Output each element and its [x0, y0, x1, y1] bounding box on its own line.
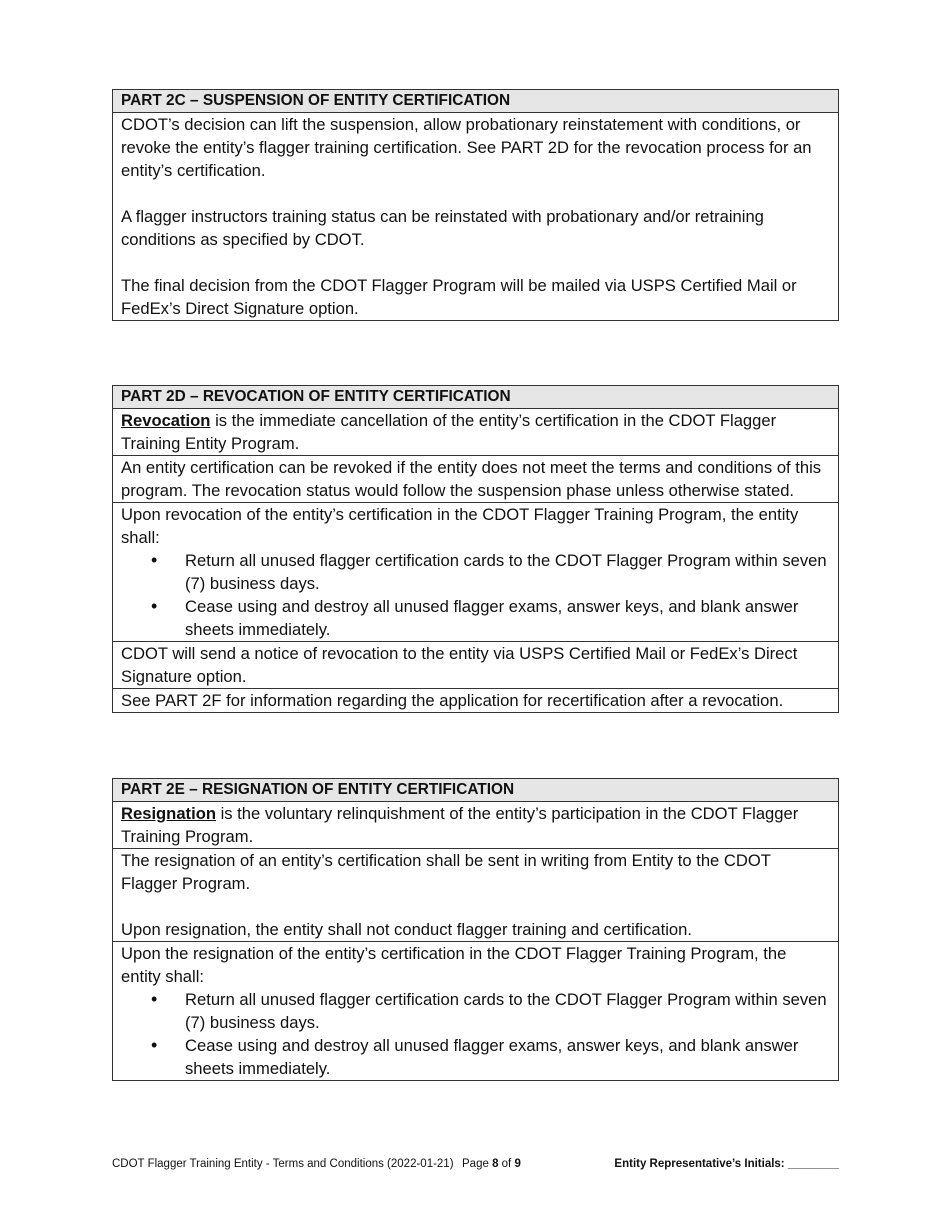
- page-word: Page: [462, 1158, 493, 1170]
- part-2c-heading: PART 2C – SUSPENSION OF ENTITY CERTIFICATION: [113, 90, 839, 113]
- part-2c-paragraph: CDOT’s decision can lift the suspension, allow probationary reinstatement with conditions, or revoke the entity’s flagger training certification. See PART 2D for the revocation process for an entity’s certification.: [121, 115, 812, 180]
- part-2d-heading: PART 2D – REVOCATION OF ENTITY CERTIFICATION: [113, 386, 839, 409]
- part-2e-writing: [113, 849, 839, 942]
- total-pages: 9: [514, 1158, 521, 1170]
- part-2c-body: [113, 113, 839, 321]
- page-number: [462, 1158, 521, 1170]
- resignation-definition-text: is the voluntary relinquishment of the entity’s participation in the CDOT Flagger Training Program.: [121, 804, 799, 846]
- resignation-term: Resignation: [121, 804, 216, 823]
- part-2e-obligations: [113, 942, 839, 1081]
- revocation-term: Revocation: [121, 411, 211, 430]
- initials-field[interactable]: Entity Representative’s Initials: ________: [614, 1158, 839, 1170]
- part-2d-table: [112, 385, 839, 713]
- part-2e-writing-text: The resignation of an entity’s certification shall be sent in writing from Entity to the CDOT Flagger Program.: [121, 851, 771, 893]
- footer-document-title: CDOT Flagger Training Entity - Terms and Conditions (2022-01-21): [112, 1158, 454, 1170]
- list-item: • Cease using and destroy all unused flagger exams, answer keys, and blank answer sheets immediately.: [185, 1034, 830, 1080]
- current-page: 8: [492, 1158, 499, 1170]
- list-item: • Return all unused flagger certification cards to the CDOT Flagger Program within seven (7) business days.: [185, 988, 830, 1034]
- part-2d-obligations-intro: Upon revocation of the entity’s certification in the CDOT Flagger Training Program, the entity shall:: [121, 505, 799, 547]
- part-2e-definition: [113, 802, 839, 849]
- part-2d-obligations: [113, 503, 839, 642]
- part-2d-condition: An entity certification can be revoked if the entity does not meet the terms and conditions of this program. The revocation status would follow the suspension phase unless otherwise stated.: [113, 456, 839, 503]
- part-2e-no-training-text: Upon resignation, the entity shall not conduct flagger training and certification.: [121, 920, 692, 939]
- part-2d-notice: CDOT will send a notice of revocation to the entity via USPS Certified Mail or FedEx’s Direct Signature option.: [113, 642, 839, 689]
- part-2e-table: [112, 778, 839, 1081]
- part-2e-bullet-list: [121, 988, 830, 1080]
- part-2d-bullet-list: [121, 549, 830, 641]
- of-word: of: [498, 1158, 515, 1170]
- list-item: • Return all unused flagger certification cards to the CDOT Flagger Program within seven (7) business days.: [185, 549, 830, 595]
- part-2c-table: [112, 89, 839, 321]
- part-2c-paragraph: The final decision from the CDOT Flagger Program will be mailed via USPS Certified Mail or FedEx’s Direct Signature option.: [121, 276, 797, 318]
- part-2c-paragraph: A flagger instructors training status can be reinstated with probationary and/or retraining conditions as specified by CDOT.: [121, 207, 764, 249]
- list-item: • Cease using and destroy all unused flagger exams, answer keys, and blank answer sheets immediately.: [185, 595, 830, 641]
- part-2d-see-also: See PART 2F for information regarding the application for recertification after a revocation.: [113, 689, 839, 713]
- part-2e-obligations-intro: Upon the resignation of the entity’s certification in the CDOT Flagger Training Program, the entity shall:: [121, 944, 787, 986]
- part-2d-definition: [113, 409, 839, 456]
- revocation-definition-text: is the immediate cancellation of the entity’s certification in the CDOT Flagger Training Entity Program.: [121, 411, 777, 453]
- part-2e-heading: PART 2E – RESIGNATION OF ENTITY CERTIFICATION: [113, 779, 839, 802]
